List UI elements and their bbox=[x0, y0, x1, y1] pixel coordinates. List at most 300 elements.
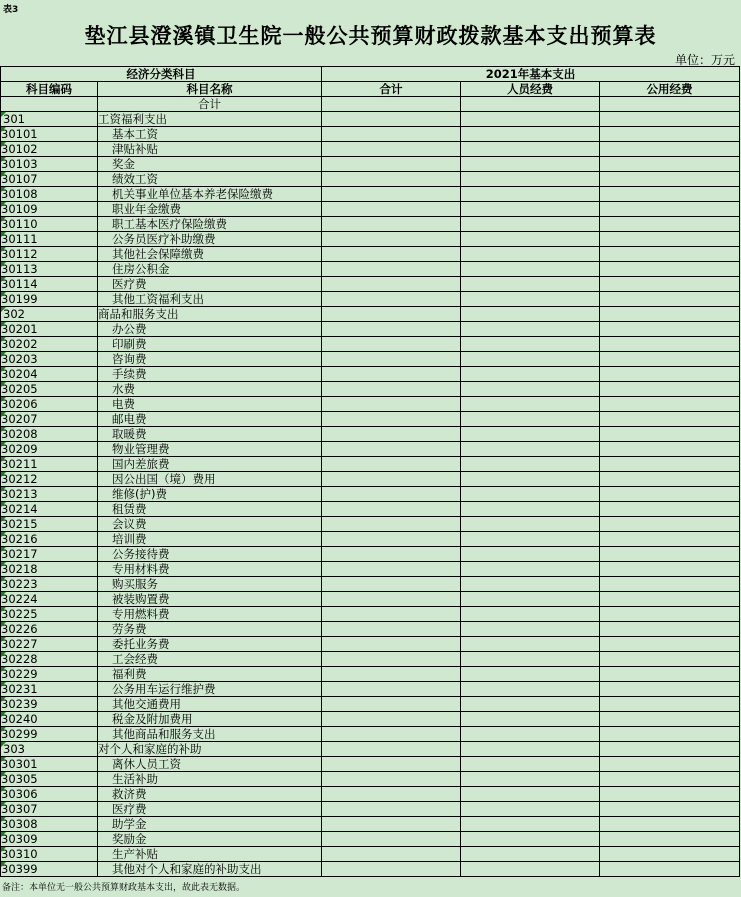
subject-name-cell: 维修(护)费 bbox=[98, 487, 322, 502]
table-row bbox=[1, 562, 740, 577]
personnel-cost-cell bbox=[461, 532, 600, 547]
personnel-cost-cell bbox=[461, 322, 600, 337]
personnel-cost-cell bbox=[461, 412, 600, 427]
personnel-cost-cell bbox=[461, 562, 600, 577]
personnel-cost-cell bbox=[461, 577, 600, 592]
total-personnel-cell bbox=[461, 97, 600, 112]
subject-code-cell: 30208 bbox=[1, 427, 98, 442]
public-cost-cell bbox=[600, 862, 740, 877]
subject-code-cell: 30211 bbox=[1, 457, 98, 472]
subject-code-cell: 30204 bbox=[1, 367, 98, 382]
subject-code-cell: 30299 bbox=[1, 727, 98, 742]
table-row bbox=[1, 367, 740, 382]
total-public-cell bbox=[600, 97, 740, 112]
table-row bbox=[1, 352, 740, 367]
table-row bbox=[1, 622, 740, 637]
subject-name-cell: 税金及附加费用 bbox=[98, 712, 322, 727]
public-cost-cell bbox=[600, 112, 740, 127]
subject-name-cell: 助学金 bbox=[98, 817, 322, 832]
public-cost-cell bbox=[600, 202, 740, 217]
public-cost-cell bbox=[600, 592, 740, 607]
personnel-cost-cell bbox=[461, 607, 600, 622]
subject-code-cell: 30309 bbox=[1, 832, 98, 847]
subject-name-cell: 电费 bbox=[98, 397, 322, 412]
personnel-cost-cell bbox=[461, 847, 600, 862]
public-cost-cell bbox=[600, 157, 740, 172]
personnel-cost-cell bbox=[461, 382, 600, 397]
table-row bbox=[1, 712, 740, 727]
total-amount-cell bbox=[322, 157, 461, 172]
name-header: 科目名称 bbox=[98, 82, 322, 97]
subject-name-cell: 因公出国（境）费用 bbox=[98, 472, 322, 487]
personnel-cost-cell bbox=[461, 697, 600, 712]
table-row bbox=[1, 322, 740, 337]
total-row bbox=[1, 97, 740, 112]
subject-name-cell: 奖金 bbox=[98, 157, 322, 172]
subject-name-cell: 印刷费 bbox=[98, 337, 322, 352]
public-cost-cell bbox=[600, 577, 740, 592]
subject-code-cell: 30217 bbox=[1, 547, 98, 562]
subject-name-cell: 购买服务 bbox=[98, 577, 322, 592]
personnel-cost-cell bbox=[461, 472, 600, 487]
subject-name-cell: 劳务费 bbox=[98, 622, 322, 637]
public-cost-cell bbox=[600, 397, 740, 412]
personnel-cost-cell bbox=[461, 277, 600, 292]
table-row bbox=[1, 157, 740, 172]
total-amount-cell bbox=[322, 562, 461, 577]
subject-name-cell: 福利费 bbox=[98, 667, 322, 682]
table-row bbox=[1, 382, 740, 397]
public-cost-cell bbox=[600, 637, 740, 652]
subject-code-cell: 30229 bbox=[1, 667, 98, 682]
total-amount-cell bbox=[322, 802, 461, 817]
table-row bbox=[1, 232, 740, 247]
total-amount-cell bbox=[322, 577, 461, 592]
subject-code-cell: 30215 bbox=[1, 517, 98, 532]
public-cost-cell bbox=[600, 787, 740, 802]
total-amount-cell bbox=[322, 202, 461, 217]
personnel-cost-cell bbox=[461, 487, 600, 502]
table-row bbox=[1, 637, 740, 652]
table-row bbox=[1, 502, 740, 517]
subject-code-cell: 30206 bbox=[1, 397, 98, 412]
subject-code-cell: 30214 bbox=[1, 502, 98, 517]
personnel-cost-cell bbox=[461, 547, 600, 562]
table-row bbox=[1, 187, 740, 202]
public-cost-cell bbox=[600, 382, 740, 397]
table-row bbox=[1, 442, 740, 457]
total-amount-cell bbox=[322, 277, 461, 292]
public-cost-cell bbox=[600, 652, 740, 667]
table-row bbox=[1, 817, 740, 832]
personnel-cost-cell bbox=[461, 727, 600, 742]
subject-code-cell: 30310 bbox=[1, 847, 98, 862]
subject-name-cell: 邮电费 bbox=[98, 412, 322, 427]
total-amount-cell bbox=[322, 487, 461, 502]
total-amount-cell bbox=[322, 457, 461, 472]
subject-code-cell: 30207 bbox=[1, 412, 98, 427]
subject-name-cell: 职业年金缴费 bbox=[98, 202, 322, 217]
table-row bbox=[1, 112, 740, 127]
subject-name-cell: 工资福利支出 bbox=[98, 112, 322, 127]
public-cost-cell bbox=[600, 472, 740, 487]
public-cost-cell bbox=[600, 292, 740, 307]
public-cost-cell bbox=[600, 847, 740, 862]
subject-name-cell: 其他商品和服务支出 bbox=[98, 727, 322, 742]
total-amount-cell bbox=[322, 517, 461, 532]
total-amount-cell bbox=[322, 337, 461, 352]
subject-code-cell: 30102 bbox=[1, 142, 98, 157]
total-amount-cell bbox=[322, 607, 461, 622]
personnel-cost-cell bbox=[461, 817, 600, 832]
subject-name-cell: 救济费 bbox=[98, 787, 322, 802]
total-amount-cell bbox=[322, 322, 461, 337]
subject-name-cell: 其他对个人和家庭的补助支出 bbox=[98, 862, 322, 877]
total-amount-cell bbox=[322, 127, 461, 142]
table-row bbox=[1, 682, 740, 697]
personnel-cost-cell bbox=[461, 457, 600, 472]
total-amount-cell bbox=[322, 142, 461, 157]
table-row bbox=[1, 307, 740, 322]
public-cost-cell bbox=[600, 517, 740, 532]
subject-code-cell: 30101 bbox=[1, 127, 98, 142]
table-row bbox=[1, 412, 740, 427]
total-amount-cell bbox=[322, 472, 461, 487]
subject-name-cell: 基本工资 bbox=[98, 127, 322, 142]
total-amount-cell bbox=[322, 637, 461, 652]
public-cost-cell bbox=[600, 697, 740, 712]
subject-name-cell: 其他工资福利支出 bbox=[98, 292, 322, 307]
public-cost-cell bbox=[600, 367, 740, 382]
subject-code-cell: 30306 bbox=[1, 787, 98, 802]
subject-code-cell: 30114 bbox=[1, 277, 98, 292]
table-row bbox=[1, 127, 740, 142]
personnel-cost-cell bbox=[461, 142, 600, 157]
subject-name-cell: 住房公积金 bbox=[98, 262, 322, 277]
total-amount-cell bbox=[322, 187, 461, 202]
subject-code-cell: 30103 bbox=[1, 157, 98, 172]
subject-code-cell: 30224 bbox=[1, 592, 98, 607]
public-cost-cell bbox=[600, 457, 740, 472]
personnel-cost-cell bbox=[461, 157, 600, 172]
subject-code-cell: 30227 bbox=[1, 637, 98, 652]
public-cost-cell bbox=[600, 277, 740, 292]
subject-code-cell: 30205 bbox=[1, 382, 98, 397]
table-row bbox=[1, 172, 740, 187]
public-cost-cell bbox=[600, 727, 740, 742]
personnel-cost-cell bbox=[461, 232, 600, 247]
table-row bbox=[1, 457, 740, 472]
subject-code-cell: 30213 bbox=[1, 487, 98, 502]
personnel-cost-cell bbox=[461, 862, 600, 877]
subject-name-cell: 办公费 bbox=[98, 322, 322, 337]
table-row bbox=[1, 247, 740, 262]
table-row bbox=[1, 787, 740, 802]
subject-name-cell: 专用材料费 bbox=[98, 562, 322, 577]
subject-code-cell: 30212 bbox=[1, 472, 98, 487]
subject-name-cell: 机关事业单位基本养老保险缴费 bbox=[98, 187, 322, 202]
table-row bbox=[1, 202, 740, 217]
public-cost-cell bbox=[600, 172, 740, 187]
table-row bbox=[1, 337, 740, 352]
total-amount-cell bbox=[322, 532, 461, 547]
header-row-1 bbox=[1, 67, 740, 82]
code-header: 科目编码 bbox=[1, 82, 98, 97]
subject-name-cell: 生产补贴 bbox=[98, 847, 322, 862]
total-amount-cell bbox=[322, 112, 461, 127]
table-row bbox=[1, 292, 740, 307]
public-cost-cell bbox=[600, 352, 740, 367]
subject-code-cell: 30108 bbox=[1, 187, 98, 202]
personnel-cost-cell bbox=[461, 367, 600, 382]
personnel-cost-cell bbox=[461, 667, 600, 682]
public-cost-cell bbox=[600, 322, 740, 337]
subject-code-cell: 30399 bbox=[1, 862, 98, 877]
personnel-cost-cell bbox=[461, 442, 600, 457]
subject-name-cell: 对个人和家庭的补助 bbox=[98, 742, 322, 757]
table-row bbox=[1, 772, 740, 787]
public-cost-cell bbox=[600, 682, 740, 697]
personnel-cost-cell bbox=[461, 622, 600, 637]
subject-name-cell: 国内差旅费 bbox=[98, 457, 322, 472]
public-cost-cell bbox=[600, 757, 740, 772]
subject-code-cell: 30203 bbox=[1, 352, 98, 367]
subject-name-cell: 医疗费 bbox=[98, 802, 322, 817]
subject-code-cell: 30110 bbox=[1, 217, 98, 232]
total-amount-cell bbox=[322, 817, 461, 832]
subject-name-cell: 商品和服务支出 bbox=[98, 307, 322, 322]
table-row bbox=[1, 487, 740, 502]
subject-code-cell: 301 bbox=[1, 112, 98, 127]
total-amount-cell bbox=[322, 427, 461, 442]
total-amount-cell bbox=[322, 832, 461, 847]
personnel-cost-cell bbox=[461, 502, 600, 517]
subject-name-cell: 离休人员工资 bbox=[98, 757, 322, 772]
subject-code-cell: 30226 bbox=[1, 622, 98, 637]
personnel-cost-cell bbox=[461, 292, 600, 307]
budget-2021-header: 2021年基本支出 bbox=[322, 67, 740, 82]
public-cost-cell bbox=[600, 217, 740, 232]
table-row bbox=[1, 697, 740, 712]
personnel-cost-cell bbox=[461, 217, 600, 232]
total-amount-cell bbox=[322, 622, 461, 637]
subject-name-cell: 培训费 bbox=[98, 532, 322, 547]
total-amount-cell bbox=[322, 217, 461, 232]
personnel-cost-cell bbox=[461, 517, 600, 532]
public-cost-cell bbox=[600, 742, 740, 757]
total-amount-cell bbox=[322, 367, 461, 382]
personnel-cost-cell bbox=[461, 742, 600, 757]
public-cost-cell bbox=[600, 442, 740, 457]
total-amount-cell bbox=[322, 847, 461, 862]
public-cost-cell bbox=[600, 712, 740, 727]
personnel-cost-cell bbox=[461, 757, 600, 772]
personnel-cost-cell bbox=[461, 247, 600, 262]
subject-name-cell: 咨询费 bbox=[98, 352, 322, 367]
total-amount-cell bbox=[322, 352, 461, 367]
subject-code-cell: 30111 bbox=[1, 232, 98, 247]
subject-name-cell: 职工基本医疗保险缴费 bbox=[98, 217, 322, 232]
public-cost-cell bbox=[600, 802, 740, 817]
subject-name-cell: 公务用车运行维护费 bbox=[98, 682, 322, 697]
personnel-cost-cell bbox=[461, 397, 600, 412]
subject-code-cell: 30307 bbox=[1, 802, 98, 817]
total-amount-cell bbox=[322, 742, 461, 757]
total-amount-cell bbox=[322, 757, 461, 772]
total-amount-cell bbox=[322, 97, 461, 112]
table-row bbox=[1, 262, 740, 277]
personnel-cost-cell bbox=[461, 262, 600, 277]
personnel-cost-cell bbox=[461, 682, 600, 697]
total-amount-cell bbox=[322, 397, 461, 412]
public-cost-cell bbox=[600, 427, 740, 442]
total-amount-cell bbox=[322, 862, 461, 877]
subject-code-cell: 30239 bbox=[1, 697, 98, 712]
total-amount-cell bbox=[322, 442, 461, 457]
total-amount-cell bbox=[322, 172, 461, 187]
table-number: 表3 bbox=[3, 5, 19, 15]
total-amount-cell bbox=[322, 262, 461, 277]
public-cost-cell bbox=[600, 667, 740, 682]
table-row bbox=[1, 592, 740, 607]
total-amount-cell bbox=[322, 382, 461, 397]
subject-code-cell: 30112 bbox=[1, 247, 98, 262]
subject-code-cell: 30199 bbox=[1, 292, 98, 307]
subject-code-cell: 30240 bbox=[1, 712, 98, 727]
subject-code-cell: 30113 bbox=[1, 262, 98, 277]
subject-code-cell: 30301 bbox=[1, 757, 98, 772]
personnel-cost-cell bbox=[461, 112, 600, 127]
personnel-cost-cell bbox=[461, 202, 600, 217]
subject-code-cell: 302 bbox=[1, 307, 98, 322]
subject-name-cell: 手续费 bbox=[98, 367, 322, 382]
subject-name-cell: 医疗费 bbox=[98, 277, 322, 292]
public-cost-cell bbox=[600, 127, 740, 142]
public-cost-cell bbox=[600, 817, 740, 832]
subject-name-cell: 取暖费 bbox=[98, 427, 322, 442]
subject-name-cell: 其他交通费用 bbox=[98, 697, 322, 712]
personnel-cost-cell bbox=[461, 337, 600, 352]
budget-table bbox=[0, 66, 740, 877]
subject-code-cell: 30202 bbox=[1, 337, 98, 352]
subject-code-cell: 30109 bbox=[1, 202, 98, 217]
total-amount-cell bbox=[322, 502, 461, 517]
total-amount-cell bbox=[322, 727, 461, 742]
total-amount-cell bbox=[322, 547, 461, 562]
total-amount-cell bbox=[322, 667, 461, 682]
subject-name-cell: 公务接待费 bbox=[98, 547, 322, 562]
total-amount-cell bbox=[322, 712, 461, 727]
public-cost-cell bbox=[600, 247, 740, 262]
footnote: 备注：本单位无一般公共预算财政基本支出，故此表无数据。 bbox=[2, 883, 246, 893]
total-amount-cell bbox=[322, 652, 461, 667]
subject-name-cell: 会议费 bbox=[98, 517, 322, 532]
subject-code-cell: 30107 bbox=[1, 172, 98, 187]
subject-name-cell: 生活补助 bbox=[98, 772, 322, 787]
subject-code-cell: 30305 bbox=[1, 772, 98, 787]
subject-name-cell: 其他社会保障缴费 bbox=[98, 247, 322, 262]
table-row bbox=[1, 517, 740, 532]
personnel-header: 人员经费 bbox=[461, 82, 600, 97]
table-row bbox=[1, 577, 740, 592]
subject-code-cell: 30216 bbox=[1, 532, 98, 547]
subject-name-cell: 专用燃料费 bbox=[98, 607, 322, 622]
total-amount-cell bbox=[322, 697, 461, 712]
table-row bbox=[1, 832, 740, 847]
subject-name-cell: 水费 bbox=[98, 382, 322, 397]
personnel-cost-cell bbox=[461, 127, 600, 142]
table-row bbox=[1, 277, 740, 292]
public-cost-cell bbox=[600, 607, 740, 622]
public-cost-cell bbox=[600, 562, 740, 577]
total-header: 合计 bbox=[322, 82, 461, 97]
subject-name-cell: 津贴补贴 bbox=[98, 142, 322, 157]
table-row bbox=[1, 862, 740, 877]
personnel-cost-cell bbox=[461, 832, 600, 847]
unit-label: 单位：万元 bbox=[674, 53, 735, 67]
subject-name-cell: 绩效工资 bbox=[98, 172, 322, 187]
table-row bbox=[1, 142, 740, 157]
table-row bbox=[1, 397, 740, 412]
public-cost-cell bbox=[600, 412, 740, 427]
personnel-cost-cell bbox=[461, 637, 600, 652]
personnel-cost-cell bbox=[461, 652, 600, 667]
table-row bbox=[1, 847, 740, 862]
subject-name-cell: 委托业务费 bbox=[98, 637, 322, 652]
table-row bbox=[1, 427, 740, 442]
table-row bbox=[1, 667, 740, 682]
subject-code-cell: 30209 bbox=[1, 442, 98, 457]
public-cost-cell bbox=[600, 232, 740, 247]
personnel-cost-cell bbox=[461, 592, 600, 607]
personnel-cost-cell bbox=[461, 802, 600, 817]
table-row bbox=[1, 217, 740, 232]
table-row bbox=[1, 472, 740, 487]
subject-name-cell: 奖励金 bbox=[98, 832, 322, 847]
personnel-cost-cell bbox=[461, 712, 600, 727]
table-row bbox=[1, 757, 740, 772]
subject-code-cell: 30225 bbox=[1, 607, 98, 622]
table-row bbox=[1, 532, 740, 547]
public-cost-cell bbox=[600, 487, 740, 502]
personnel-cost-cell bbox=[461, 172, 600, 187]
subject-code-cell: 30201 bbox=[1, 322, 98, 337]
total-amount-cell bbox=[322, 292, 461, 307]
personnel-cost-cell bbox=[461, 787, 600, 802]
subject-code-cell: 303 bbox=[1, 742, 98, 757]
table-row bbox=[1, 652, 740, 667]
subject-name-cell: 物业管理费 bbox=[98, 442, 322, 457]
table-row bbox=[1, 547, 740, 562]
total-code-cell bbox=[1, 97, 98, 112]
public-header: 公用经费 bbox=[600, 82, 740, 97]
public-cost-cell bbox=[600, 307, 740, 322]
table-row bbox=[1, 607, 740, 622]
table-row bbox=[1, 742, 740, 757]
subject-code-cell: 30228 bbox=[1, 652, 98, 667]
public-cost-cell bbox=[600, 142, 740, 157]
subject-code-cell: 30308 bbox=[1, 817, 98, 832]
public-cost-cell bbox=[600, 832, 740, 847]
total-amount-cell bbox=[322, 592, 461, 607]
public-cost-cell bbox=[600, 622, 740, 637]
subject-code-cell: 30223 bbox=[1, 577, 98, 592]
personnel-cost-cell bbox=[461, 352, 600, 367]
total-amount-cell bbox=[322, 772, 461, 787]
public-cost-cell bbox=[600, 337, 740, 352]
subject-name-cell: 被装购置费 bbox=[98, 592, 322, 607]
total-amount-cell bbox=[322, 307, 461, 322]
